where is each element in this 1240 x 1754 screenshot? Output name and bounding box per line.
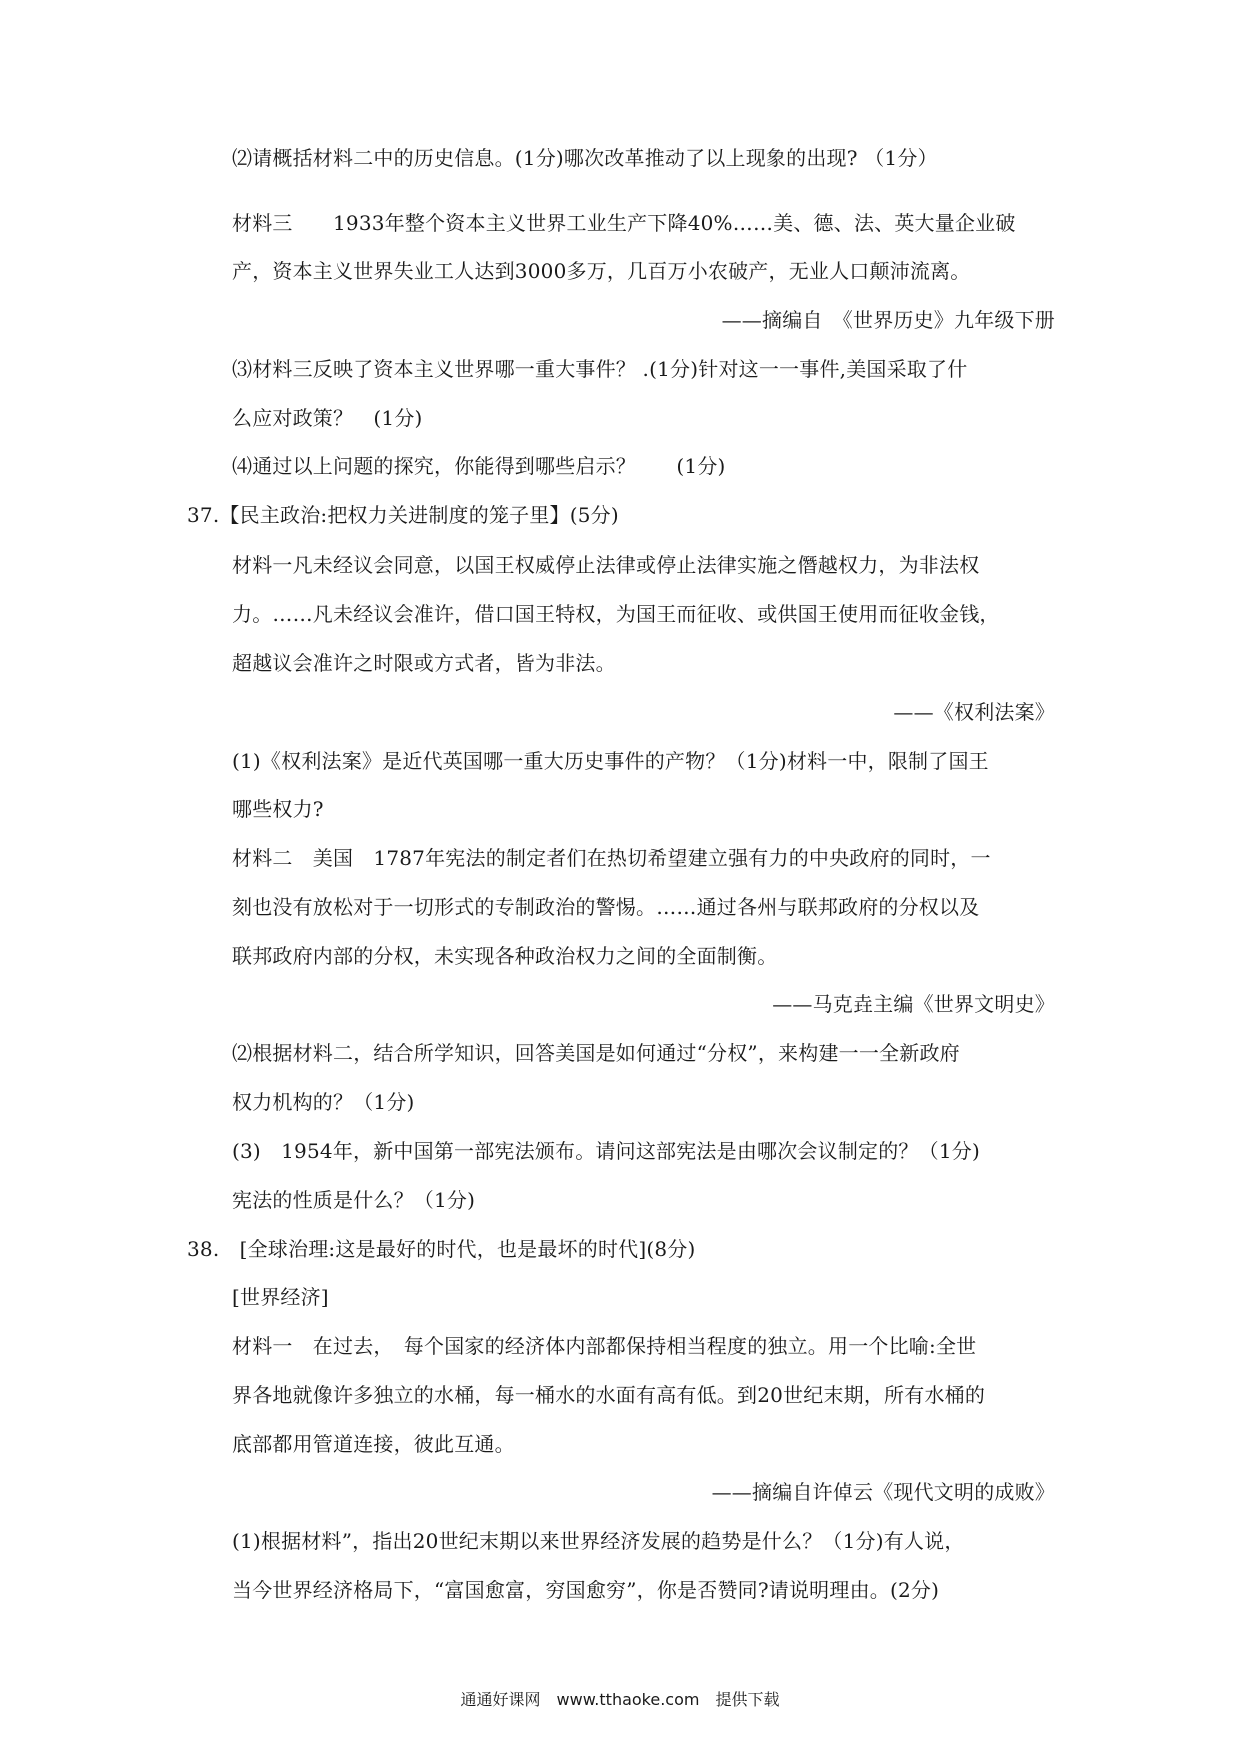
q37-subquestion-2-line-1: ⑵根据材料二，结合所学知识，回答美国是如何通过“分权”，来构建一一全新政府 (232, 1041, 960, 1065)
q36-subquestion-3-line-1: ⑶材料三反映了资本主义世界哪一重大事件？ .(1分)针对这一一事件,美国采取了什 (232, 357, 968, 381)
q37-material-1-line-1: 材料一凡未经议会同意，以国王权威停止法律或停止法律实施之僭越权力，为非法权 (232, 553, 980, 577)
q36-subquestion-3-line-2: 么应对政策？ (1分) (232, 406, 423, 430)
q37-subquestion-3-line-2: 宪法的性质是什么？（1分) (232, 1188, 476, 1212)
q36-material-3-source: ——摘编自 《世界历史》九年级下册 (721, 308, 1055, 332)
q37-material-2-source: ——马克垚主编《世界文明史》 (772, 992, 1055, 1016)
q36-material-3-line-1: 材料三 1933年整个资本主义世界工业生产下降40%……美、德、法、英大量企业破 (232, 211, 1016, 235)
q38-material-1-line-3: 底部都用管道连接，彼此互通。 (232, 1432, 515, 1456)
q37-subquestion-3-line-1: (3) 1954年，新中国第一部宪法颁布。请问这部宪法是由哪次会议制定的？（1分) (232, 1139, 980, 1163)
q38-heading: 38. [全球治理:这是最好的时代，也是最坏的时代](8分) (187, 1237, 696, 1261)
q37-material-2-line-1: 材料二 美国 1787年宪法的制定者们在热切希望建立强有力的中央政府的同时，一 (232, 846, 991, 870)
q37-material-1-line-3: 超越议会准许之时限或方式者，皆为非法。 (232, 651, 616, 675)
q36-subquestion-4: ⑷通过以上问题的探究，你能得到哪些启示？ (1分) (232, 454, 726, 478)
q37-material-2-line-3: 联邦政府内部的分权，未实现各种政治权力之间的全面制衡。 (232, 944, 778, 968)
q38-subquestion-1-line-1: (1)根据材料”，指出20世纪末期以来世界经济发展的趋势是什么？（1分)有人说， (232, 1529, 965, 1553)
q37-subquestion-2-line-2: 权力机构的？（1分) (232, 1090, 415, 1114)
q37-material-2-line-2: 刻也没有放松对于一切形式的专制政治的警惕。……通过各州与联邦政府的分权以及 (232, 895, 980, 919)
q36-material-3-line-2: 产，资本主义世界失业工人达到3000多万，几百万小农破产，无业人口颠沛流离。 (232, 259, 971, 283)
q37-material-1-source: ——《权利法案》 (893, 700, 1055, 724)
page-footer: 通通好课网 www.tthaoke.com 提供下载 (460, 1690, 780, 1709)
q37-subquestion-1-line-1: (1)《权利法案》是近代英国哪一重大历史事件的产物？（1分)材料一中，限制了国王 (232, 749, 989, 773)
q38-subquestion-1-line-2: 当今世界经济格局下，“富国愈富，穷国愈穷”，你是否赞同?请说明理由。(2分) (232, 1578, 940, 1602)
q36-subquestion-2: ⑵请概括材料二中的历史信息。(1分)哪次改革推动了以上现象的出现? （1分） (232, 146, 938, 170)
q38-section-title: [世界经济] (232, 1285, 329, 1309)
q37-subquestion-1-line-2: 哪些权力? (232, 797, 324, 821)
q38-material-1-line-1: 材料一 在过去， 每个国家的经济体内部都保持相当程度的独立。用一个比喻:全世 (232, 1334, 977, 1358)
q37-material-1-line-2: 力。……凡未经议会准许，借口国王特权，为国王而征收、或供国王使用而征收金钱， (232, 602, 1000, 626)
q37-heading: 37.【民主政治:把权力关进制度的笼子里】(5分) (187, 503, 619, 527)
q38-material-1-line-2: 界各地就像许多独立的水桶，每一桶水的水面有高有低。到20世纪末期，所有水桶的 (232, 1383, 986, 1407)
q38-material-1-source: ——摘编自许倬云《现代文明的成败》 (711, 1480, 1055, 1504)
